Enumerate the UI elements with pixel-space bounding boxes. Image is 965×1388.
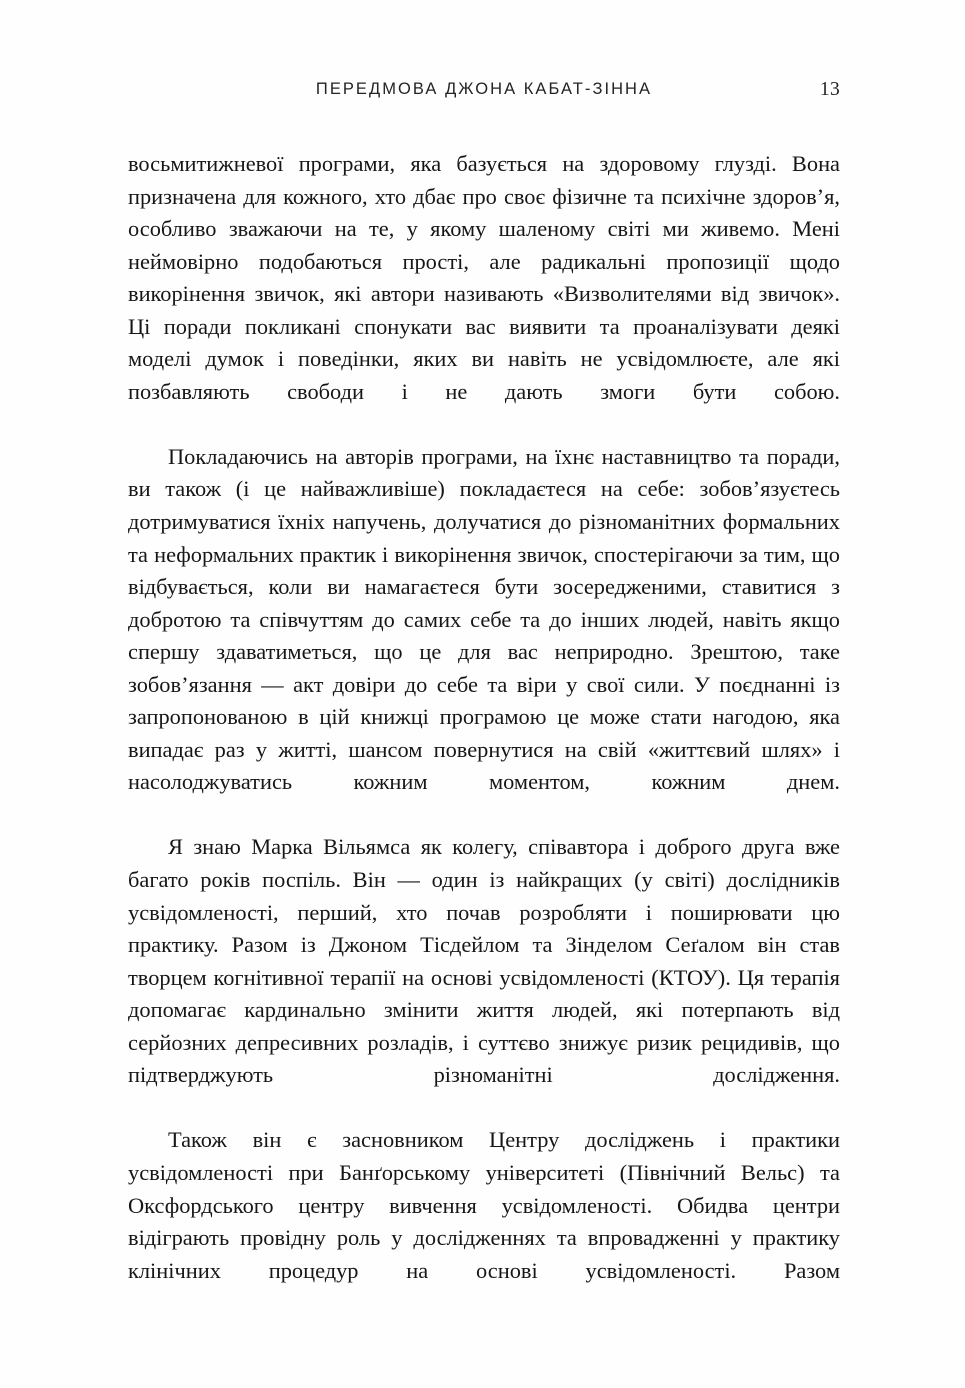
running-head-title: ПЕРЕДМОВА ДЖОНА КАБАТ-ЗІННА (315, 80, 653, 98)
paragraph: Я знаю Марка Вільямса як колегу, співавтора і доброго друга вже багато років поспіль. Він — один із найкращих (у світі) дослідників усвідомленості, перший, хто почав розробляти і поширювати цю практику. Разом із Джоном Тісдейлом та Зінделом Сеґалом він став творцем когнітивної терапії на основі усвідомленості (КТОУ). Ця терапія допомагає кардинально змінити життя людей, які потерпають від серйозних депресивних розладів, і суттєво знижує ризик рецидивів, що підтверджують різноманітні дослідження. (128, 834, 840, 1088)
body-text-block (128, 148, 840, 1320)
paragraph: восьмитижневої програми, яка базується на здоровому глузді. Вона призначена для кожного, хто дбає про своє фізичне та психічне здоров’я, особливо зважаючи на те, у якому шаленому світі ми живемо. Мені неймовірно подобаються прості, але радикальні пропозиції щодо викорінення звичок, які автори називають «Визволителями від звичок». Ці поради покликані спонукати вас виявити та проаналізувати деякі моделі думок і поведінки, яких ви навіть не усвідомлюєте, але які позбавляють свободи і не дають змоги бути собою. (128, 151, 840, 404)
page-number: 13 (819, 79, 840, 100)
paragraph: Також він є засновником Центру досліджень і практики усвідомленості при Банґорському університеті (Північний Вельс) та Оксфордського центру вивчення усвідомленості. Обидва центри відіграють провідну роль у дослідженнях та впровадженні у практику клінічних процедур на основі усвідомленості. Разом (128, 1127, 840, 1283)
paragraph: Покладаючись на авторів програми, на їхнє наставництво та поради, ви також (і це найважливіше) покладаєтеся на себе: зобов’язуєтесь дотримуватися їхніх напучень, долучатися до різноманітних формальних та неформальних практик і викорінення звичок, спостерігаючи за тим, що відбувається, коли ви намагаєтеся бути зосередженими, ставитися з добротою та співчуттям до самих себе та до інших людей, навіть якщо спершу здаватиметься, що це для вас неприродно. Зрештою, таке зобов’язання — акт довіри до себе та віри у свої сили. У поєднанні із запропонованою в цій книжці програмою це може стати нагодою, яка випадає раз у житті, шансом повернутися на свій «життєвий шлях» і насолоджуватись кожним моментом, кожним днем. (128, 443, 840, 795)
